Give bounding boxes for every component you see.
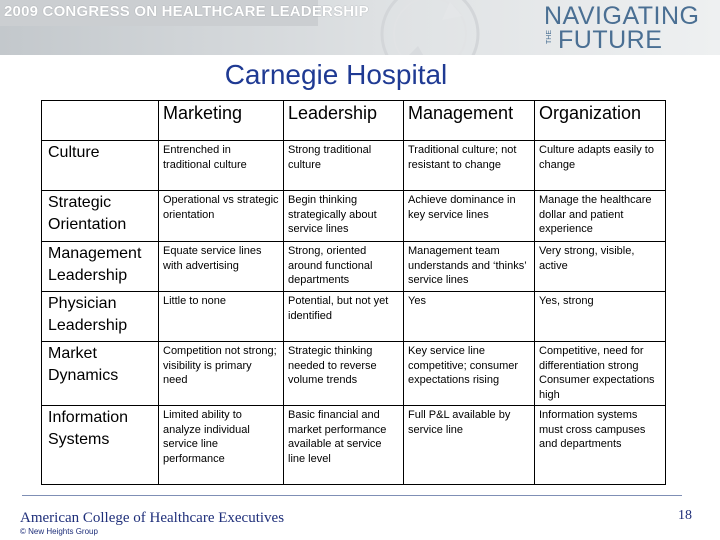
- comparison-table: [41, 100, 666, 485]
- row-label: Strategic Orientation: [42, 191, 159, 242]
- compass-decoration-icon: [300, 0, 560, 55]
- table-cell: Information systems must cross campuses and departments: [535, 406, 666, 485]
- table-cell: Achieve dominance in key service lines: [404, 191, 535, 242]
- logo-line1: NAVIGATING: [544, 2, 700, 30]
- table-cell: Competitive, need for differentiation strong Consumer expectations high: [535, 342, 666, 406]
- table-cell: Competition not strong; visibility is primary need: [159, 342, 284, 406]
- table-row: [42, 191, 666, 242]
- slide-title: Carnegie Hospital: [224, 59, 448, 90]
- page-number: 18: [678, 508, 692, 523]
- table-cell: Very strong, visible, active: [535, 242, 666, 292]
- row-label: Market Dynamics: [42, 342, 159, 406]
- footer-organization: American College of Healthcare Executives: [20, 510, 285, 526]
- row-label: Culture: [42, 141, 159, 191]
- table-cell: Manage the healthcare dollar and patient experience: [535, 191, 666, 242]
- row-label: Physician Leadership: [42, 292, 159, 342]
- table-cell: Management team understands and ‘thinks’ service lines: [404, 242, 535, 292]
- table-row: [42, 141, 666, 191]
- table-row: [42, 342, 666, 406]
- table-cell: Yes: [404, 292, 535, 342]
- column-header: Management: [404, 101, 535, 141]
- navigating-the-future-logo: [544, 2, 716, 52]
- header-corner-cell: [42, 101, 159, 141]
- logo-the: THE: [546, 30, 553, 44]
- table-cell: Yes, strong: [535, 292, 666, 342]
- footer: [0, 494, 720, 540]
- table-row: [42, 406, 666, 485]
- row-label: Management Leadership: [42, 242, 159, 292]
- column-header: Leadership: [284, 101, 404, 141]
- table-cell: Culture adapts easily to change: [535, 141, 666, 191]
- table-row: [42, 292, 666, 342]
- table-cell: Potential, but not yet identified: [284, 292, 404, 342]
- table-cell: Entrenched in traditional culture: [159, 141, 284, 191]
- table-row: [42, 242, 666, 292]
- column-header: Organization: [535, 101, 666, 141]
- table-header-row: [42, 101, 666, 141]
- header-banner: [0, 0, 720, 55]
- table-cell: Little to none: [159, 292, 284, 342]
- table-cell: Basic financial and market performance available at service line level: [284, 406, 404, 485]
- table-cell: Full P&L available by service line: [404, 406, 535, 485]
- table-cell: Equate service lines with advertising: [159, 242, 284, 292]
- table-cell: Limited ability to analyze individual service line performance: [159, 406, 284, 485]
- table-cell: Strategic thinking needed to reverse volume trends: [284, 342, 404, 406]
- table-cell: Key service line competitive; consumer expectations rising: [404, 342, 535, 406]
- table-cell: Strong, oriented around functional departments: [284, 242, 404, 292]
- row-label: Information Systems: [42, 406, 159, 485]
- logo-line2: FUTURE: [558, 26, 663, 54]
- footer-copyright: © New Heights Group: [20, 527, 98, 536]
- table-cell: Strong traditional culture: [284, 141, 404, 191]
- banner-text: 2009 CONGRESS ON HEALTHCARE LEADERSHIP: [4, 3, 369, 20]
- table-cell: Operational vs strategic orientation: [159, 191, 284, 242]
- table-cell: Traditional culture; not resistant to change: [404, 141, 535, 191]
- footer-divider: [22, 495, 682, 496]
- table-cell: Begin thinking strategically about service lines: [284, 191, 404, 242]
- column-header: Marketing: [159, 101, 284, 141]
